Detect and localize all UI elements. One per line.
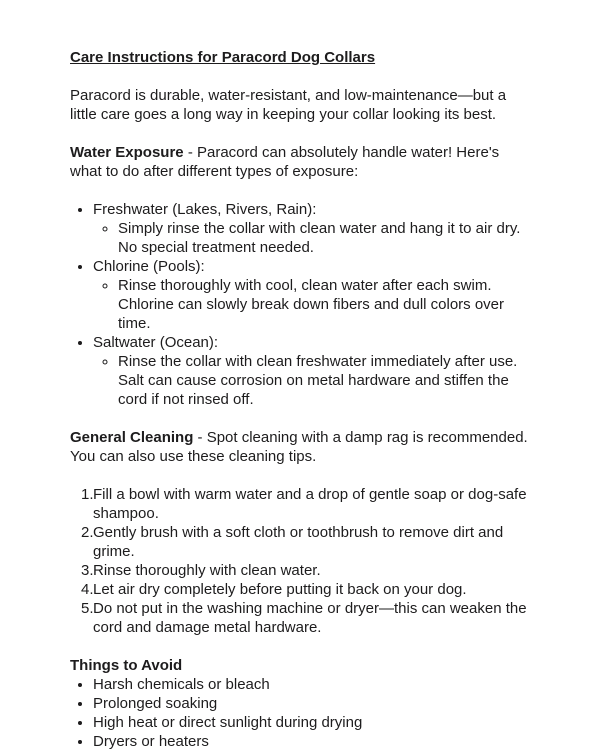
- list-item-label: Chlorine (Pools):: [93, 258, 205, 275]
- cleaning-step: Let air dry completely before putting it back on your dog.: [93, 581, 467, 598]
- cleaning-step: Do not put in the washing machine or dryer—this can weaken the cord and damage metal hardware.: [93, 600, 527, 636]
- list-subitem: ◦ Simply rinse the collar with clean water and hang it to air dry. No special treatment needed.: [118, 219, 530, 257]
- avoid-item: • Dryers or heaters: [93, 732, 530, 751]
- avoid-item: • Harsh chemicals or bleach: [93, 675, 530, 694]
- list-item-freshwater: [93, 200, 530, 257]
- list-subitem: ◦ Rinse thoroughly with cool, clean water after each swim. Chlorine can slowly break down fibers and dull colors over time.: [118, 276, 530, 333]
- chlorine-sublist: [93, 276, 530, 333]
- list-item-saltwater: [93, 333, 530, 409]
- water-exposure-paragraph: [70, 143, 530, 181]
- water-exposure-list: [70, 200, 530, 409]
- avoid-item: • High heat or direct sunlight during drying: [93, 713, 530, 732]
- cleaning-step: Rinse thoroughly with clean water.: [93, 562, 321, 579]
- things-to-avoid-list: [70, 675, 530, 751]
- things-to-avoid-heading: Things to Avoid: [70, 657, 183, 674]
- avoid-item: • Prolonged soaking: [93, 694, 530, 713]
- list-item-label: Freshwater (Lakes, Rivers, Rain):: [93, 201, 317, 218]
- general-cleaning-lead-text: - Spot cleaning with a damp rag is recommended. You can also use these cleaning tips.: [70, 429, 528, 465]
- cleaning-steps-list: [70, 485, 530, 637]
- saltwater-sublist: [93, 352, 530, 409]
- water-exposure-heading: Water Exposure: [70, 144, 184, 161]
- water-exposure-lead-text: - Paracord can absolutely handle water! Here's what to do after different types of exposure:: [70, 144, 500, 180]
- general-cleaning-heading: General Cleaning: [70, 429, 194, 446]
- freshwater-sublist: [93, 219, 530, 257]
- list-item-chlorine: [93, 257, 530, 333]
- list-subitem: ◦ Rinse the collar with clean freshwater immediately after use. Salt can cause corrosion on metal hardware and stiffen the cord if not rinsed off.: [118, 352, 530, 409]
- intro-paragraph: Paracord is durable, water-resistant, and low-maintenance—but a little care goes a long way in keeping your collar looking its best.: [70, 87, 507, 123]
- list-item-label: Saltwater (Ocean):: [93, 334, 219, 351]
- cleaning-step: Fill a bowl with warm water and a drop of gentle soap or dog-safe shampoo.: [93, 486, 527, 522]
- general-cleaning-paragraph: [70, 428, 530, 466]
- document-title: Care Instructions for Paracord Dog Collars: [70, 49, 376, 66]
- cleaning-step: Gently brush with a soft cloth or toothbrush to remove dirt and grime.: [93, 524, 504, 560]
